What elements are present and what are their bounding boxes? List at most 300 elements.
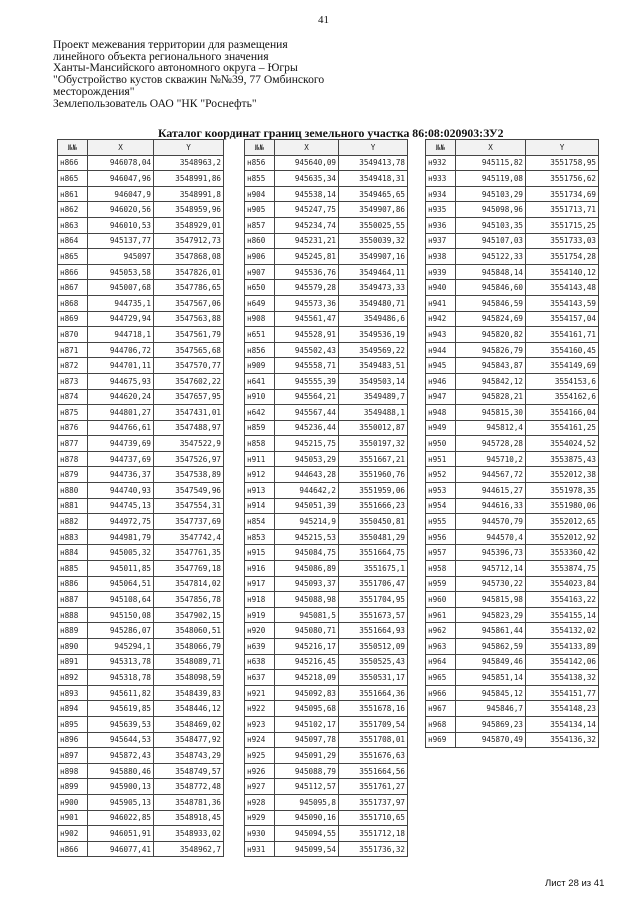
point-number-cell: н866	[58, 841, 88, 857]
table-row	[58, 217, 224, 233]
x-coordinate-cell: 945005,32	[88, 545, 154, 561]
point-number-cell: н882	[58, 514, 88, 530]
x-coordinate-cell: 945093,37	[275, 576, 339, 592]
column-header-x: X	[275, 140, 339, 156]
table-row	[426, 358, 599, 374]
y-coordinate-cell: 3548959,96	[154, 202, 224, 218]
x-coordinate-cell: 945538,14	[275, 186, 339, 202]
y-coordinate-cell: 3549486,6	[339, 311, 408, 327]
x-coordinate-cell: 945088,98	[275, 592, 339, 608]
table-row	[245, 217, 408, 233]
x-coordinate-cell: 945820,82	[456, 327, 526, 343]
x-coordinate-cell: 944729,94	[88, 311, 154, 327]
table-row	[245, 779, 408, 795]
table-row	[426, 451, 599, 467]
point-number-cell: н955	[426, 514, 456, 530]
column-header-num: №№	[426, 140, 456, 156]
x-coordinate-cell: 945635,34	[275, 171, 339, 187]
x-coordinate-cell: 946077,41	[88, 841, 154, 857]
y-coordinate-cell: 3551978,35	[526, 483, 599, 499]
point-number-cell: н922	[245, 701, 275, 717]
x-coordinate-cell: 945710,2	[456, 451, 526, 467]
table-row	[245, 576, 408, 592]
point-number-cell: н874	[58, 389, 88, 405]
y-coordinate-cell: 3547549,96	[154, 483, 224, 499]
y-coordinate-cell: 3551734,69	[526, 186, 599, 202]
x-coordinate-cell: 945094,55	[275, 826, 339, 842]
y-coordinate-cell: 3551664,56	[339, 763, 408, 779]
x-coordinate-cell: 945236,44	[275, 420, 339, 436]
point-number-cell: н959	[426, 576, 456, 592]
x-coordinate-cell: 945869,23	[456, 716, 526, 732]
table-row	[245, 358, 408, 374]
table-row	[245, 607, 408, 623]
y-coordinate-cell: 3549907,16	[339, 249, 408, 265]
point-number-cell: н921	[245, 685, 275, 701]
y-coordinate-cell: 3551664,75	[339, 545, 408, 561]
table-row	[58, 763, 224, 779]
table-row	[58, 327, 224, 343]
x-coordinate-cell: 945097	[88, 249, 154, 265]
y-coordinate-cell: 3554160,45	[526, 342, 599, 358]
table-row	[58, 202, 224, 218]
table-row	[426, 639, 599, 655]
y-coordinate-cell: 3549488,1	[339, 405, 408, 421]
point-number-cell: н936	[426, 217, 456, 233]
point-number-cell: н905	[245, 202, 275, 218]
table-row	[58, 420, 224, 436]
x-coordinate-cell: 945234,74	[275, 217, 339, 233]
table-row	[426, 202, 599, 218]
x-coordinate-cell: 945728,28	[456, 436, 526, 452]
y-coordinate-cell: 3551667,21	[339, 451, 408, 467]
table-row	[245, 498, 408, 514]
table-row	[426, 295, 599, 311]
table-row	[58, 249, 224, 265]
table-row	[58, 186, 224, 202]
table-row	[245, 186, 408, 202]
y-coordinate-cell: 3549413,78	[339, 155, 408, 171]
table-row	[245, 295, 408, 311]
table-row	[245, 436, 408, 452]
y-coordinate-cell: 3548933,02	[154, 826, 224, 842]
point-number-cell: н880	[58, 483, 88, 499]
header-line: "Обустройство кустов скважин №№39, 77 Омбинского	[53, 73, 325, 87]
x-coordinate-cell: 945294,1	[88, 639, 154, 655]
point-number-cell: н856	[245, 342, 275, 358]
y-coordinate-cell: 3547554,31	[154, 498, 224, 514]
y-coordinate-cell: 3554143,59	[526, 295, 599, 311]
table-row	[426, 685, 599, 701]
point-number-cell: н951	[426, 451, 456, 467]
x-coordinate-cell: 945640,09	[275, 155, 339, 171]
table-row	[58, 311, 224, 327]
point-number-cell: н861	[58, 186, 88, 202]
table-row	[426, 280, 599, 296]
table-row	[426, 654, 599, 670]
table-row	[58, 451, 224, 467]
table-row	[426, 405, 599, 421]
x-coordinate-cell: 945558,71	[275, 358, 339, 374]
table-row	[58, 701, 224, 717]
point-number-cell: н925	[245, 748, 275, 764]
point-number-cell: н894	[58, 701, 88, 717]
table-row	[58, 826, 224, 842]
table-row	[245, 514, 408, 530]
x-coordinate-cell: 944570,4	[456, 529, 526, 545]
table-row	[426, 155, 599, 171]
coordinate-table-1	[57, 139, 224, 857]
table-row	[245, 155, 408, 171]
table-row	[426, 483, 599, 499]
point-number-cell: н920	[245, 623, 275, 639]
point-number-cell: н901	[58, 810, 88, 826]
point-number-cell: н927	[245, 779, 275, 795]
table-row	[245, 716, 408, 732]
point-number-cell: н862	[58, 202, 88, 218]
table-row	[245, 826, 408, 842]
x-coordinate-cell: 945086,89	[275, 561, 339, 577]
y-coordinate-cell: 3551713,71	[526, 202, 599, 218]
table-row	[245, 545, 408, 561]
x-coordinate-cell: 944567,72	[456, 467, 526, 483]
point-number-cell: н904	[245, 186, 275, 202]
y-coordinate-cell: 3551678,16	[339, 701, 408, 717]
table-row	[426, 545, 599, 561]
point-number-cell: н961	[426, 607, 456, 623]
x-coordinate-cell: 944745,13	[88, 498, 154, 514]
y-coordinate-cell: 3554151,77	[526, 685, 599, 701]
y-coordinate-cell: 3547868,08	[154, 249, 224, 265]
x-coordinate-cell: 944739,69	[88, 436, 154, 452]
y-coordinate-cell: 3554142,06	[526, 654, 599, 670]
x-coordinate-cell: 944740,93	[88, 483, 154, 499]
table-row	[58, 654, 224, 670]
point-number-cell: н863	[58, 217, 88, 233]
point-number-cell: н888	[58, 607, 88, 623]
table-row	[58, 405, 224, 421]
y-coordinate-cell: 3547522,9	[154, 436, 224, 452]
sheet-footer: Лист 28 из 41	[545, 878, 605, 889]
y-coordinate-cell: 3547786,65	[154, 280, 224, 296]
point-number-cell: н914	[245, 498, 275, 514]
y-coordinate-cell: 3547742,4	[154, 529, 224, 545]
table-row	[58, 685, 224, 701]
y-coordinate-cell: 3548060,51	[154, 623, 224, 639]
point-number-cell: н879	[58, 467, 88, 483]
table-row	[245, 701, 408, 717]
x-coordinate-cell: 945824,69	[456, 311, 526, 327]
column-header-x: X	[456, 140, 526, 156]
table-row	[245, 389, 408, 405]
table-row	[58, 155, 224, 171]
table-row	[58, 373, 224, 389]
y-coordinate-cell: 3550531,17	[339, 670, 408, 686]
y-coordinate-cell: 3549536,19	[339, 327, 408, 343]
x-coordinate-cell: 945502,43	[275, 342, 339, 358]
y-coordinate-cell: 3551715,25	[526, 217, 599, 233]
table-row	[245, 451, 408, 467]
table-row	[426, 592, 599, 608]
x-coordinate-cell: 945215,75	[275, 436, 339, 452]
point-number-cell: н917	[245, 576, 275, 592]
y-coordinate-cell: 3551710,65	[339, 810, 408, 826]
y-coordinate-cell: 3551704,95	[339, 592, 408, 608]
y-coordinate-cell: 3554023,84	[526, 576, 599, 592]
table-row	[58, 436, 224, 452]
point-number-cell: н907	[245, 264, 275, 280]
table-row	[245, 670, 408, 686]
x-coordinate-cell: 945053,29	[275, 451, 339, 467]
y-coordinate-cell: 3548929,01	[154, 217, 224, 233]
point-number-cell: н893	[58, 685, 88, 701]
point-number-cell: н967	[426, 701, 456, 717]
point-number-cell: н856	[245, 155, 275, 171]
point-number-cell: н944	[426, 342, 456, 358]
point-number-cell: н883	[58, 529, 88, 545]
y-coordinate-cell: 3548991,8	[154, 186, 224, 202]
x-coordinate-cell: 945880,46	[88, 763, 154, 779]
y-coordinate-cell: 3549465,65	[339, 186, 408, 202]
x-coordinate-cell: 945579,28	[275, 280, 339, 296]
y-coordinate-cell: 3551733,03	[526, 233, 599, 249]
x-coordinate-cell: 944972,75	[88, 514, 154, 530]
point-number-cell: н908	[245, 311, 275, 327]
x-coordinate-cell: 945102,17	[275, 716, 339, 732]
point-number-cell: н864	[58, 233, 88, 249]
x-coordinate-cell: 945846,7	[456, 701, 526, 717]
point-number-cell: н956	[426, 529, 456, 545]
y-coordinate-cell: 3550012,87	[339, 420, 408, 436]
x-coordinate-cell: 946078,04	[88, 155, 154, 171]
x-coordinate-cell: 945567,44	[275, 405, 339, 421]
table-row	[426, 311, 599, 327]
y-coordinate-cell: 3551980,06	[526, 498, 599, 514]
table-row	[426, 249, 599, 265]
y-coordinate-cell: 3554133,89	[526, 639, 599, 655]
y-coordinate-cell: 3548749,57	[154, 763, 224, 779]
table-row	[426, 467, 599, 483]
y-coordinate-cell: 3554161,71	[526, 327, 599, 343]
point-number-cell: н872	[58, 358, 88, 374]
y-coordinate-cell: 3549473,33	[339, 280, 408, 296]
header-line: Проект межевания территории для размещения	[53, 38, 288, 51]
table-row	[58, 483, 224, 499]
point-number-cell: н650	[245, 280, 275, 296]
point-number-cell: н902	[58, 826, 88, 842]
y-coordinate-cell: 3551959,06	[339, 483, 408, 499]
point-number-cell: н968	[426, 716, 456, 732]
column-header-num: №№	[245, 140, 275, 156]
y-coordinate-cell: 3547526,97	[154, 451, 224, 467]
y-coordinate-cell: 3554134,14	[526, 716, 599, 732]
point-number-cell: н866	[58, 264, 88, 280]
x-coordinate-cell: 945846,59	[456, 295, 526, 311]
point-number-cell: н945	[426, 358, 456, 374]
point-number-cell: н875	[58, 405, 88, 421]
y-coordinate-cell: 3548098,59	[154, 670, 224, 686]
table-row	[426, 514, 599, 530]
y-coordinate-cell: 3554024,52	[526, 436, 599, 452]
x-coordinate-cell: 945573,36	[275, 295, 339, 311]
y-coordinate-cell: 3551673,57	[339, 607, 408, 623]
point-number-cell: н915	[245, 545, 275, 561]
x-coordinate-cell: 945103,29	[456, 186, 526, 202]
point-number-cell: н929	[245, 810, 275, 826]
y-coordinate-cell: 3548991,86	[154, 171, 224, 187]
y-coordinate-cell: 3548469,02	[154, 716, 224, 732]
point-number-cell: н911	[245, 451, 275, 467]
point-number-cell: н919	[245, 607, 275, 623]
y-coordinate-cell: 3547565,68	[154, 342, 224, 358]
x-coordinate-cell: 946010,53	[88, 217, 154, 233]
y-coordinate-cell: 3547912,73	[154, 233, 224, 249]
x-coordinate-cell: 945098,96	[456, 202, 526, 218]
table-row	[58, 389, 224, 405]
y-coordinate-cell: 3548918,45	[154, 810, 224, 826]
x-coordinate-cell: 946047,96	[88, 171, 154, 187]
y-coordinate-cell: 3554166,04	[526, 405, 599, 421]
point-number-cell: н966	[426, 685, 456, 701]
point-number-cell: н954	[426, 498, 456, 514]
header-line: месторождения"	[53, 84, 135, 98]
point-number-cell: н870	[58, 327, 88, 343]
y-coordinate-cell: 3548781,36	[154, 794, 224, 810]
point-number-cell: н897	[58, 748, 88, 764]
y-coordinate-cell: 3551676,63	[339, 748, 408, 764]
point-number-cell: н912	[245, 467, 275, 483]
y-coordinate-cell: 3549464,11	[339, 264, 408, 280]
x-coordinate-cell: 945090,16	[275, 810, 339, 826]
x-coordinate-cell: 945099,54	[275, 841, 339, 857]
x-coordinate-cell: 945870,49	[456, 732, 526, 748]
x-coordinate-cell: 945639,53	[88, 716, 154, 732]
y-coordinate-cell: 3547826,01	[154, 264, 224, 280]
x-coordinate-cell: 945815,30	[456, 405, 526, 421]
table-row	[58, 529, 224, 545]
point-number-cell: н934	[426, 186, 456, 202]
x-coordinate-cell: 945215,53	[275, 529, 339, 545]
table-row	[58, 607, 224, 623]
x-coordinate-cell: 945150,08	[88, 607, 154, 623]
point-number-cell: н960	[426, 592, 456, 608]
table-row	[58, 810, 224, 826]
x-coordinate-cell: 945137,77	[88, 233, 154, 249]
x-coordinate-cell: 945088,79	[275, 763, 339, 779]
x-coordinate-cell: 945286,07	[88, 623, 154, 639]
table-row	[245, 483, 408, 499]
header-line: линейного объекта регионального значения	[53, 49, 269, 63]
x-coordinate-cell: 945095,8	[275, 794, 339, 810]
x-coordinate-cell: 944642,2	[275, 483, 339, 499]
x-coordinate-cell: 945115,82	[456, 155, 526, 171]
table-row	[426, 186, 599, 202]
document-header	[53, 39, 324, 109]
point-number-cell: н878	[58, 451, 88, 467]
point-number-cell: н958	[426, 561, 456, 577]
y-coordinate-cell: 3551712,18	[339, 826, 408, 842]
x-coordinate-cell: 945064,51	[88, 576, 154, 592]
x-coordinate-cell: 945007,68	[88, 280, 154, 296]
x-coordinate-cell: 945218,09	[275, 670, 339, 686]
y-coordinate-cell: 3551758,95	[526, 155, 599, 171]
x-coordinate-cell: 944620,24	[88, 389, 154, 405]
x-coordinate-cell: 945561,47	[275, 311, 339, 327]
table-row	[58, 561, 224, 577]
x-coordinate-cell: 945313,78	[88, 654, 154, 670]
page-number: 41	[318, 14, 329, 26]
table-row	[245, 732, 408, 748]
y-coordinate-cell: 3547602,22	[154, 373, 224, 389]
x-coordinate-cell: 945092,83	[275, 685, 339, 701]
point-number-cell: н930	[245, 826, 275, 842]
y-coordinate-cell: 3554140,12	[526, 264, 599, 280]
table-row	[426, 561, 599, 577]
x-coordinate-cell: 945084,75	[275, 545, 339, 561]
table-row	[58, 342, 224, 358]
x-coordinate-cell: 945216,17	[275, 639, 339, 655]
catalog-title: Каталог координат границ земельного участка 86:08:020903:ЗУ2	[158, 126, 504, 140]
table-row	[58, 841, 224, 857]
y-coordinate-cell: 3547567,06	[154, 295, 224, 311]
x-coordinate-cell: 945712,14	[456, 561, 526, 577]
x-coordinate-cell: 944616,33	[456, 498, 526, 514]
point-number-cell: н941	[426, 295, 456, 311]
x-coordinate-cell: 945644,53	[88, 732, 154, 748]
point-number-cell: н854	[245, 514, 275, 530]
point-number-cell: н906	[245, 249, 275, 265]
x-coordinate-cell: 945051,39	[275, 498, 339, 514]
point-number-cell: н953	[426, 483, 456, 499]
x-coordinate-cell: 945611,82	[88, 685, 154, 701]
x-coordinate-cell: 945108,64	[88, 592, 154, 608]
point-number-cell: н891	[58, 654, 88, 670]
x-coordinate-cell: 945107,03	[456, 233, 526, 249]
y-coordinate-cell: 3552012,92	[526, 529, 599, 545]
point-number-cell: н651	[245, 327, 275, 343]
x-coordinate-cell: 944570,79	[456, 514, 526, 530]
y-coordinate-cell: 3547570,77	[154, 358, 224, 374]
x-coordinate-cell: 945826,79	[456, 342, 526, 358]
x-coordinate-cell: 945214,9	[275, 514, 339, 530]
y-coordinate-cell: 3554163,22	[526, 592, 599, 608]
point-number-cell: н950	[426, 436, 456, 452]
point-number-cell: н896	[58, 732, 88, 748]
y-coordinate-cell: 3548477,92	[154, 732, 224, 748]
x-coordinate-cell: 945081,5	[275, 607, 339, 623]
x-coordinate-cell: 945122,33	[456, 249, 526, 265]
table-row	[58, 295, 224, 311]
table-row	[58, 467, 224, 483]
point-number-cell: н957	[426, 545, 456, 561]
x-coordinate-cell: 945053,58	[88, 264, 154, 280]
y-coordinate-cell: 3551960,76	[339, 467, 408, 483]
point-number-cell: н886	[58, 576, 88, 592]
y-coordinate-cell: 3547431,01	[154, 405, 224, 421]
point-number-cell: н918	[245, 592, 275, 608]
x-coordinate-cell: 945842,12	[456, 373, 526, 389]
table-row	[245, 529, 408, 545]
point-number-cell: н913	[245, 483, 275, 499]
point-number-cell: н969	[426, 732, 456, 748]
y-coordinate-cell: 3554161,25	[526, 420, 599, 436]
table-row	[245, 654, 408, 670]
table-row	[58, 592, 224, 608]
point-number-cell: н867	[58, 280, 88, 296]
x-coordinate-cell: 944675,93	[88, 373, 154, 389]
column-header-x: X	[88, 140, 154, 156]
point-number-cell: н889	[58, 623, 88, 639]
